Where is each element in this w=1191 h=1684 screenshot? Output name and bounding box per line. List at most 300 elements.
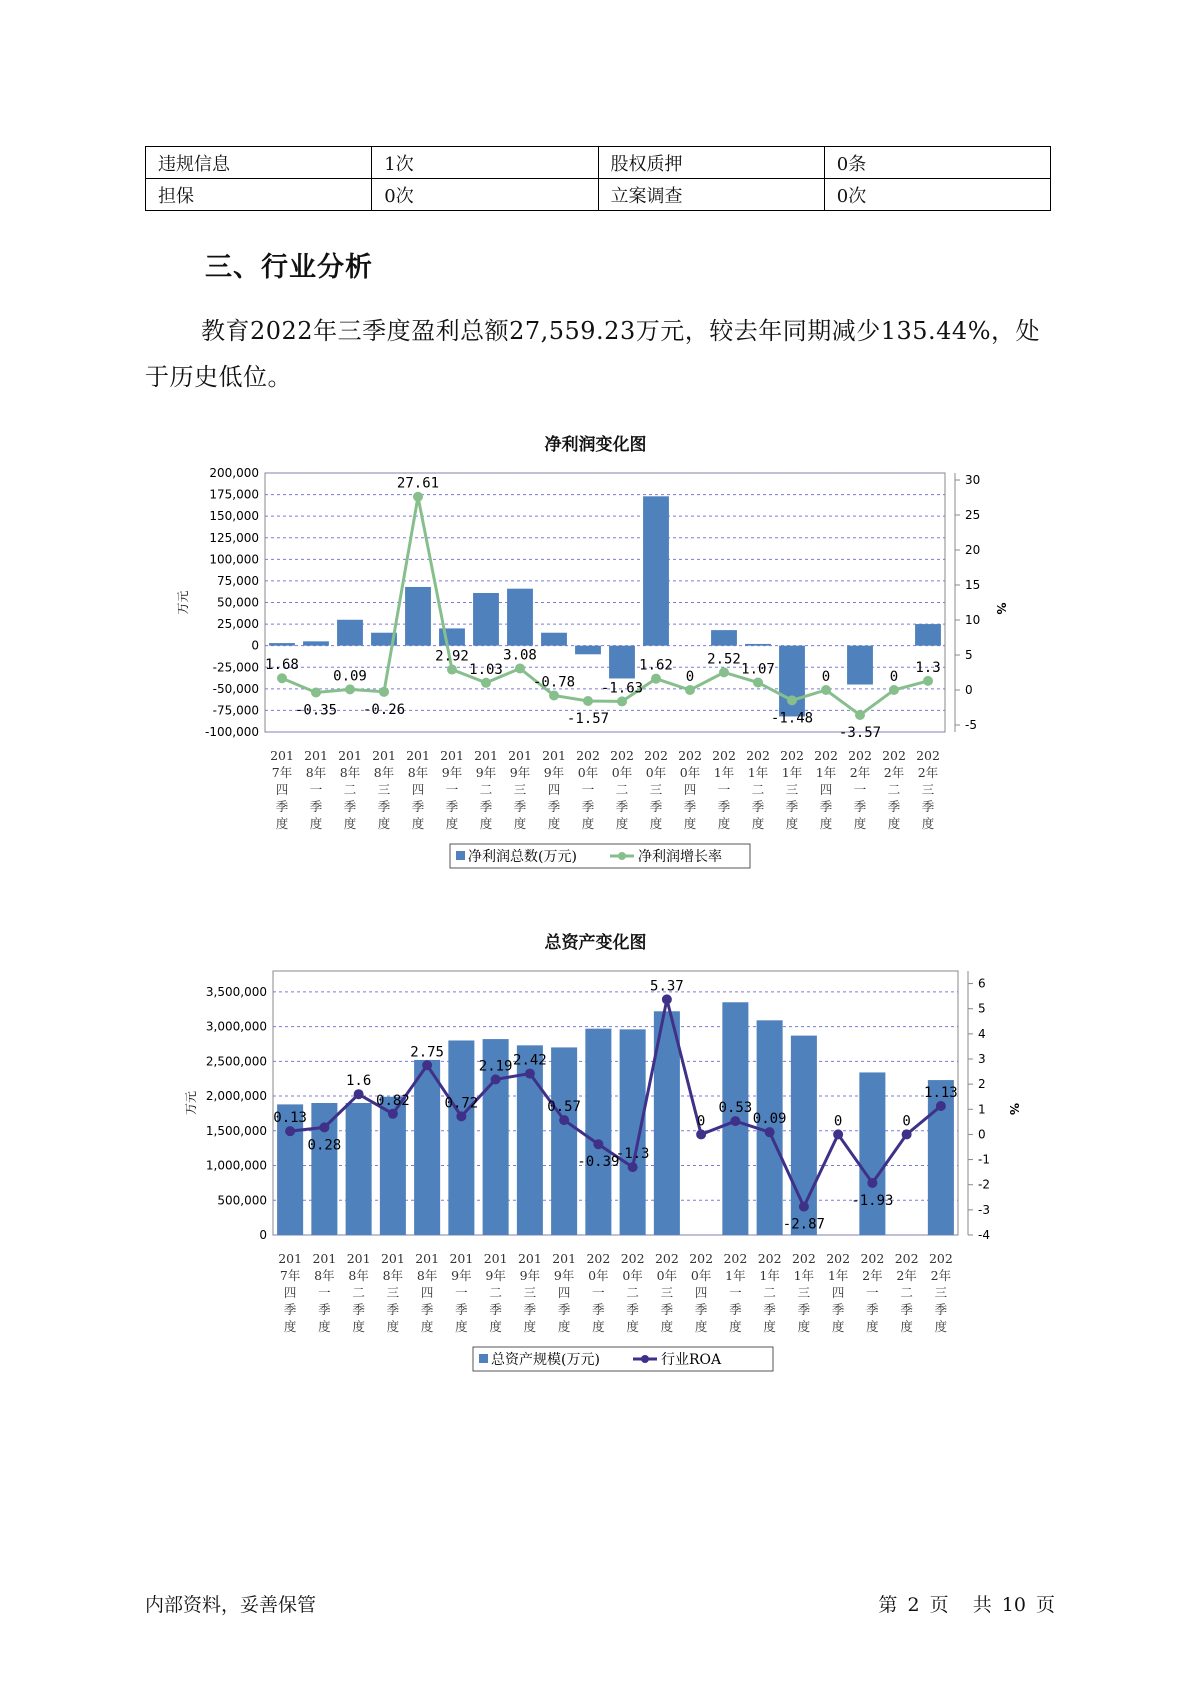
chart-bar <box>711 630 737 646</box>
category-label: 201 <box>440 748 464 763</box>
category-label: 季 <box>797 1302 811 1317</box>
category-label: 8年 <box>373 765 395 780</box>
line-data-label: 0.28 <box>307 1137 342 1154</box>
right-tick-label: 5 <box>965 648 973 662</box>
line-point <box>413 492 423 502</box>
category-label: 0年 <box>690 1268 712 1283</box>
left-tick-label: -25,000 <box>212 660 259 675</box>
category-label: 2年 <box>896 1268 917 1283</box>
line-data-label: -0.26 <box>362 701 406 718</box>
category-label: 二 <box>763 1285 776 1300</box>
line-point <box>651 674 661 684</box>
category-label: 202 <box>814 748 838 763</box>
category-label: 201 <box>517 1251 542 1266</box>
category-label: 四 <box>547 782 561 797</box>
category-label: 四 <box>694 1285 708 1300</box>
table-cell: 立案调查 <box>598 179 824 211</box>
left-axis-label: 万元 <box>184 1090 198 1116</box>
category-label: 一 <box>592 1285 605 1300</box>
category-label: 0年 <box>588 1268 609 1283</box>
right-tick-label: -4 <box>978 1228 990 1242</box>
chart-bar <box>779 646 805 717</box>
category-label: 度 <box>592 1319 605 1334</box>
category-label: 季 <box>626 1302 639 1317</box>
line-data-label: 0 <box>696 1113 706 1130</box>
line-point <box>525 1069 535 1079</box>
line-data-label: 0.13 <box>273 1110 307 1127</box>
left-tick-label: 0 <box>251 638 259 653</box>
category-label: 四 <box>411 782 425 797</box>
line-point <box>277 673 287 683</box>
left-tick-label: 1,000,000 <box>205 1158 267 1173</box>
right-tick-label: 0 <box>965 683 973 697</box>
line-point <box>628 1162 638 1172</box>
category-label: 度 <box>797 1319 811 1334</box>
line-data-label: 2.19 <box>478 1058 513 1075</box>
line-data-label: 1.3 <box>915 659 941 676</box>
left-tick-label: 2,500,000 <box>205 1054 267 1069</box>
category-label: 7年 <box>271 765 293 780</box>
category-label: 202 <box>916 748 940 763</box>
category-label: 季 <box>729 1302 742 1317</box>
category-label: 8年 <box>416 1268 438 1283</box>
category-label: 202 <box>576 748 600 763</box>
category-label: 0年 <box>622 1268 643 1283</box>
category-label: 四 <box>420 1285 434 1300</box>
category-label: 202 <box>610 748 634 763</box>
category-label: 度 <box>615 816 629 831</box>
line-data-label: 0.57 <box>547 1099 581 1116</box>
left-tick-label: -50,000 <box>212 681 259 696</box>
chart-bar <box>507 589 533 646</box>
category-label: 202 <box>894 1251 919 1266</box>
category-label: 一 <box>455 1285 468 1300</box>
line-point <box>765 1127 775 1137</box>
line-data-label: 2.92 <box>435 648 469 665</box>
info-table <box>145 146 1051 211</box>
category-label: 2年 <box>930 1268 952 1283</box>
chart-bar <box>269 643 295 646</box>
category-label: 三 <box>934 1285 948 1300</box>
left-tick-label: 0 <box>259 1228 267 1242</box>
category-label: 201 <box>312 1251 337 1266</box>
category-label: 1年 <box>827 1268 849 1283</box>
page-number <box>874 1590 1055 1617</box>
right-tick-label: -3 <box>978 1202 990 1217</box>
right-tick-label: -2 <box>978 1177 990 1192</box>
category-label: 三 <box>513 782 527 797</box>
category-label: 季 <box>445 799 459 814</box>
category-label: 9年 <box>441 765 463 780</box>
line-data-label: -1.48 <box>770 710 814 727</box>
category-label: 季 <box>592 1302 605 1317</box>
right-axis-label: % <box>1007 1103 1021 1116</box>
category-label: 季 <box>683 799 697 814</box>
category-label: 201 <box>304 748 328 763</box>
category-label: 四 <box>283 1285 297 1300</box>
table-cell: 0条 <box>824 147 1050 179</box>
category-label: 四 <box>683 782 697 797</box>
line-data-label: 0.09 <box>752 1111 787 1128</box>
line-point <box>617 696 627 706</box>
line-point <box>867 1178 877 1188</box>
line-data-label: -0.35 <box>294 702 338 719</box>
chart-bar <box>585 1029 611 1235</box>
category-label: 2年 <box>862 1268 883 1283</box>
category-label: 度 <box>717 816 731 831</box>
footer-note: 内部资料，妥善保管 <box>145 1594 317 1616</box>
category-label: 一 <box>309 782 323 797</box>
left-axis-label: 万元 <box>176 590 190 615</box>
legend-line-label: 净利润增长率 <box>638 849 722 865</box>
line-data-label: 0.09 <box>333 668 367 685</box>
chart-bar <box>859 1072 885 1235</box>
category-label: 2年 <box>849 765 871 780</box>
category-label: 202 <box>757 1251 782 1266</box>
category-label: 202 <box>678 748 702 763</box>
category-label: 季 <box>557 1302 571 1317</box>
category-label: 季 <box>615 799 629 814</box>
category-label: 201 <box>346 1251 371 1266</box>
category-label: 季 <box>921 799 935 814</box>
line-point <box>719 667 729 677</box>
table-row <box>146 179 1051 211</box>
line-point <box>787 695 797 705</box>
table-cell: 1次 <box>372 147 598 179</box>
line-point <box>491 1074 501 1084</box>
category-label: 202 <box>586 1251 611 1266</box>
chart-title-assets: 总资产变化图 <box>544 933 647 953</box>
line-point <box>902 1129 912 1139</box>
category-label: 202 <box>848 748 872 763</box>
chart-bar <box>541 633 567 646</box>
category-label: 8年 <box>407 765 429 780</box>
category-label: 二 <box>615 782 629 797</box>
category-label: 四 <box>557 1285 571 1300</box>
category-label: 度 <box>386 1319 400 1334</box>
analysis-paragraph: 教育2022年三季度盈利总额27,559.23万元，较去年同期减少135.44%，处于历史低位。 <box>145 317 1041 391</box>
category-label: 度 <box>557 1319 571 1334</box>
category-label: 季 <box>547 799 561 814</box>
line-point <box>833 1129 843 1139</box>
right-axis-label: % <box>994 602 1008 615</box>
category-label: 度 <box>660 1319 674 1334</box>
category-label: 202 <box>723 1251 748 1266</box>
legend-line-marker <box>641 1355 649 1363</box>
category-label: 201 <box>483 1251 508 1266</box>
line-point <box>753 678 763 688</box>
right-tick-label: 0 <box>978 1127 986 1142</box>
line-point <box>889 685 899 695</box>
left-tick-label: -100,000 <box>205 725 259 739</box>
category-label: 202 <box>712 748 736 763</box>
category-label: 季 <box>352 1302 365 1317</box>
chart-bar <box>473 593 499 646</box>
category-label: 202 <box>882 748 906 763</box>
category-label: 季 <box>420 1302 434 1317</box>
category-label: 度 <box>275 816 289 831</box>
category-label: 0年 <box>645 765 667 780</box>
line-data-label: 0 <box>902 1113 911 1130</box>
left-tick-label: 75,000 <box>217 573 259 588</box>
line-point <box>285 1126 295 1136</box>
category-label: 201 <box>338 748 362 763</box>
category-label: 季 <box>660 1302 674 1317</box>
left-tick-label: 150,000 <box>209 509 259 524</box>
category-label: 二 <box>352 1285 365 1300</box>
table-cell: 担保 <box>146 179 372 211</box>
category-label: 季 <box>523 1302 537 1317</box>
line-point <box>388 1109 398 1119</box>
category-label: 度 <box>934 1319 948 1334</box>
category-label: 度 <box>683 816 697 831</box>
chart-bar <box>643 496 669 645</box>
left-tick-label: 3,000,000 <box>205 1019 267 1034</box>
category-label: 度 <box>649 816 663 831</box>
line-point <box>696 1129 706 1139</box>
category-label: 201 <box>542 748 566 763</box>
category-label: 度 <box>763 1319 776 1334</box>
category-label: 0年 <box>679 765 701 780</box>
category-label: 202 <box>860 1251 885 1266</box>
left-tick-label: -75,000 <box>212 703 259 718</box>
category-label: 季 <box>763 1302 776 1317</box>
category-label: 二 <box>751 782 765 797</box>
line-point <box>456 1111 466 1121</box>
category-label: 201 <box>474 748 498 763</box>
left-tick-label: 50,000 <box>217 595 259 610</box>
section-title: 三、行业分析 <box>205 252 373 283</box>
chart-bar <box>745 644 771 646</box>
line-data-label: 2.52 <box>707 651 741 668</box>
category-label: 201 <box>372 748 396 763</box>
line-point <box>685 685 695 695</box>
line-point <box>593 1139 603 1149</box>
category-label: 2年 <box>917 765 939 780</box>
category-label: 9年 <box>509 765 531 780</box>
line-data-label: 1.03 <box>469 661 503 678</box>
right-tick-label: 3 <box>978 1052 986 1066</box>
category-label: 201 <box>449 1251 474 1266</box>
line-data-label: 0 <box>685 669 695 685</box>
category-label: 202 <box>791 1251 816 1266</box>
right-tick-label: 20 <box>965 543 981 557</box>
category-label: 二 <box>479 782 493 797</box>
category-label: 1年 <box>793 1268 815 1283</box>
category-label: 季 <box>309 799 323 814</box>
category-label: 一 <box>853 782 867 797</box>
category-label: 202 <box>644 748 668 763</box>
category-label: 二 <box>343 782 357 797</box>
category-label: 季 <box>411 799 425 814</box>
category-label: 8年 <box>382 1268 404 1283</box>
line-point <box>447 665 457 675</box>
line-point <box>923 676 933 686</box>
line-point <box>515 663 525 673</box>
category-label: 度 <box>352 1319 365 1334</box>
line-point <box>319 1122 329 1132</box>
category-label: 季 <box>275 799 289 814</box>
right-tick-label: 5 <box>978 1001 986 1016</box>
category-label: 二 <box>489 1285 502 1300</box>
category-label: 三 <box>523 1285 537 1300</box>
category-label: 季 <box>887 799 901 814</box>
chart-bar <box>847 646 873 685</box>
category-label: 201 <box>380 1251 405 1266</box>
line-data-label: 0 <box>889 669 899 685</box>
category-label: 1年 <box>725 1268 746 1283</box>
category-label: 202 <box>826 1251 851 1266</box>
category-label: 度 <box>513 816 527 831</box>
profit-chart <box>0 455 1191 905</box>
category-label: 季 <box>343 799 357 814</box>
legend-line-label: 行业ROA <box>661 1352 722 1368</box>
category-label: 季 <box>581 799 595 814</box>
category-label: 一 <box>717 782 731 797</box>
category-label: 四 <box>819 782 833 797</box>
line-data-label: -1.57 <box>566 710 610 727</box>
table-cell: 违规信息 <box>146 147 372 179</box>
right-tick-label: 4 <box>978 1026 986 1041</box>
legend-bar-label: 净利润总数(万元) <box>468 849 577 865</box>
left-tick-label: 1,500,000 <box>205 1123 267 1138</box>
line-data-label: -1.3 <box>615 1146 650 1163</box>
category-label: 季 <box>455 1302 468 1317</box>
category-label: 8年 <box>348 1268 369 1283</box>
category-label: 度 <box>309 816 323 831</box>
total-prefix: 共 <box>972 1594 992 1616</box>
line-point <box>855 710 865 720</box>
category-label: 四 <box>831 1285 845 1300</box>
category-label: 0年 <box>656 1268 678 1283</box>
category-label: 9年 <box>519 1268 541 1283</box>
line-data-label: 1.13 <box>924 1085 958 1102</box>
category-label: 度 <box>853 816 867 831</box>
category-label: 一 <box>581 782 595 797</box>
left-tick-label: 200,000 <box>209 466 259 480</box>
left-tick-label: 500,000 <box>217 1193 267 1208</box>
line-data-label: 5.37 <box>650 978 684 995</box>
line-point <box>422 1060 432 1070</box>
page-total: 10 <box>1001 1594 1026 1616</box>
category-label: 202 <box>654 1251 679 1266</box>
right-tick-label: 15 <box>965 578 981 592</box>
category-label: 202 <box>780 748 804 763</box>
category-label: 9年 <box>553 1268 575 1283</box>
chart-bar <box>303 641 329 645</box>
category-label: 三 <box>660 1285 674 1300</box>
category-label: 度 <box>445 816 459 831</box>
line-data-label: 27.61 <box>396 475 440 492</box>
category-label: 度 <box>887 816 901 831</box>
chart-bar <box>405 587 431 646</box>
line-point <box>583 696 593 706</box>
category-label: 季 <box>785 799 799 814</box>
category-label: 度 <box>751 816 765 831</box>
category-label: 8年 <box>339 765 361 780</box>
category-label: 度 <box>921 816 935 831</box>
right-tick-label: 1 <box>978 1102 986 1117</box>
category-label: 三 <box>649 782 663 797</box>
category-label: 季 <box>489 1302 502 1317</box>
line-data-label: -3.57 <box>838 724 882 741</box>
category-label: 度 <box>900 1319 913 1334</box>
category-label: 季 <box>283 1302 297 1317</box>
category-label: 季 <box>900 1302 913 1317</box>
table-cell: 0次 <box>824 179 1050 211</box>
category-label: 度 <box>694 1319 708 1334</box>
category-label: 201 <box>406 748 430 763</box>
category-label: 度 <box>455 1319 468 1334</box>
category-label: 度 <box>489 1319 502 1334</box>
chart-title-profit: 净利润变化图 <box>544 435 647 455</box>
category-label: 度 <box>729 1319 742 1334</box>
category-label: 8年 <box>314 1268 335 1283</box>
line-point <box>559 1115 569 1125</box>
left-tick-label: 2,000,000 <box>205 1089 267 1104</box>
left-tick-label: 3,500,000 <box>205 984 267 999</box>
line-data-label: 1.62 <box>639 657 673 674</box>
line-data-label: 1.6 <box>345 1073 372 1090</box>
chart-bar <box>337 620 363 646</box>
category-label: 三 <box>921 782 935 797</box>
category-label: 202 <box>746 748 770 763</box>
chart-bar <box>448 1040 474 1235</box>
chart-bar <box>414 1060 440 1235</box>
category-label: 季 <box>751 799 765 814</box>
category-label: 季 <box>479 799 493 814</box>
category-label: 202 <box>928 1251 953 1266</box>
line-data-label: 3.08 <box>503 647 537 664</box>
category-label: 8年 <box>305 765 327 780</box>
page-unit: 页 <box>929 1594 949 1616</box>
category-label: 四 <box>275 782 289 797</box>
category-label: 1年 <box>759 1268 780 1283</box>
right-tick-label: -1 <box>978 1152 990 1167</box>
chart-bar <box>620 1029 646 1235</box>
line-point <box>936 1101 946 1111</box>
chart-bar <box>551 1047 577 1235</box>
category-label: 二 <box>900 1285 913 1300</box>
chart-bar <box>575 646 601 655</box>
line-data-label: 0 <box>821 669 831 685</box>
category-label: 9年 <box>485 1268 506 1283</box>
line-data-label: 0.72 <box>444 1095 479 1112</box>
category-label: 季 <box>717 799 731 814</box>
category-label: 201 <box>270 748 294 763</box>
page-current: 2 <box>907 1594 920 1616</box>
line-point <box>662 994 672 1004</box>
category-label: 9年 <box>475 765 497 780</box>
line-point <box>379 687 389 697</box>
category-label: 202 <box>620 1251 645 1266</box>
category-label: 季 <box>866 1302 879 1317</box>
category-label: 季 <box>831 1302 845 1317</box>
category-label: 度 <box>411 816 425 831</box>
category-label: 1年 <box>713 765 735 780</box>
line-point <box>354 1089 364 1099</box>
line-data-label: -1.93 <box>851 1192 894 1209</box>
line-point <box>311 687 321 697</box>
line-point <box>730 1116 740 1126</box>
right-tick-label: 6 <box>978 976 986 991</box>
line-point <box>549 690 559 700</box>
category-label: 度 <box>626 1319 639 1334</box>
category-label: 季 <box>934 1302 948 1317</box>
line-point <box>345 684 355 694</box>
chart-bar <box>609 646 635 679</box>
category-label: 一 <box>729 1285 742 1300</box>
